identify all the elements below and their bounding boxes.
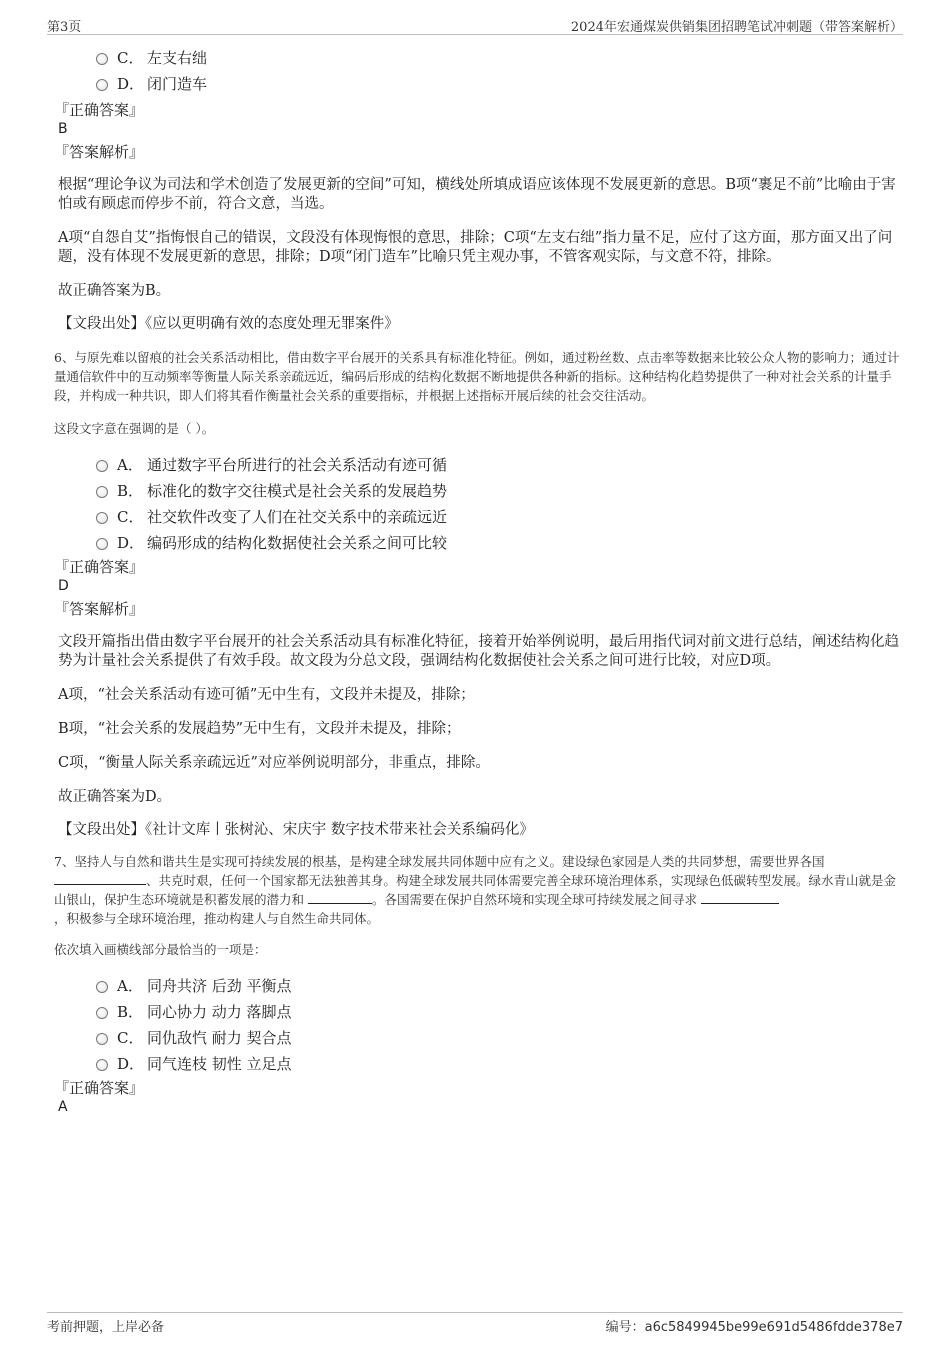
q7-option-d[interactable] bbox=[96, 1050, 904, 1076]
q6-analysis-para-5: 故正确答案为D。 bbox=[58, 789, 172, 805]
q7-question bbox=[54, 852, 904, 928]
q5-analysis-label: 『答案解析』 bbox=[54, 143, 145, 161]
option-letter: C． bbox=[117, 48, 144, 67]
radio-icon[interactable] bbox=[96, 79, 108, 91]
q6-analysis-para-3: B项，“社会关系的发展趋势”无中生有，文段并未提及，排除； bbox=[58, 721, 461, 737]
q6-option-c[interactable] bbox=[96, 503, 904, 529]
q6-source: 【文段出处】《社计文库丨张树沁、宋庆宇 数字技术带来社会关系编码化》 bbox=[58, 822, 534, 838]
q7-text-4: ，积极参与全球环境治理，推动构建人与自然生命共同体。 bbox=[54, 911, 380, 926]
q7-answer: A bbox=[58, 1099, 68, 1115]
q7-option-b[interactable] bbox=[96, 998, 904, 1024]
option-letter: D． bbox=[117, 1054, 145, 1073]
q5-analysis-para-1: 根据“理论争议为司法和学术创造了发展更新的空间”可知，横线处所填成语应该体现不发展更新的意思。B项“裹足不前”比喻由于害怕或有顾虑而停步不前，符合文意，当选。 bbox=[58, 177, 896, 212]
option-text: 标准化的数字交往模式是社会关系的发展趋势 bbox=[147, 481, 448, 500]
option-letter: A． bbox=[117, 976, 143, 995]
q6-option-a[interactable] bbox=[96, 451, 904, 477]
radio-icon[interactable] bbox=[96, 486, 108, 498]
q7-prompt: 依次填入画横线部分最恰当的一项是： bbox=[54, 942, 267, 957]
option-text: 同仇敌忾 耐力 契合点 bbox=[147, 1028, 292, 1047]
footer-code bbox=[606, 1316, 903, 1335]
document-body bbox=[54, 44, 904, 1116]
radio-icon[interactable] bbox=[96, 538, 108, 550]
q7-text-3: 。各国需要在保护自然环境和实现全球可持续发展之间寻求 bbox=[372, 892, 698, 907]
q6-answer: D bbox=[58, 578, 69, 594]
q6-analysis-para-1: 文段开篇指出借由数字平台展开的社会关系活动具有标准化特征，接着开始举例说明，最后用指代词对前文进行总结，阐述结构化趋势为计量社会关系提供了有效手段。故文段为分总文段，强调结构化数据使社会关系之间可进行比较，对应D项。 bbox=[58, 634, 899, 669]
radio-icon[interactable] bbox=[96, 1007, 108, 1019]
option-text: 编码形成的结构化数据使社会关系之间可比较 bbox=[147, 533, 448, 552]
q5-option-d[interactable] bbox=[96, 70, 904, 96]
q7-blank-3[interactable] bbox=[701, 891, 779, 904]
option-text: 闭门造车 bbox=[147, 74, 208, 93]
radio-icon[interactable] bbox=[96, 1059, 108, 1071]
option-text: 通过数字平台所进行的社会关系活动有迹可循 bbox=[147, 455, 448, 474]
option-letter: D． bbox=[117, 74, 145, 93]
q7-answer-label: 『正确答案』 bbox=[54, 1079, 145, 1097]
q6-question: 6、与原先难以留痕的社会关系活动相比，借由数字平台展开的关系具有标准化特征。例如，通过粉丝数、点击率等数据来比较公众人物的影响力；通过计量通信软件中的互动频率等衡量人际关系亲疏远近，编码后形成的结构化数据不断地提供各种新的指标。这种结构化趋势提供了一种对社会关系的计量手段，并构成一种共识，即人们将其看作衡量社会关系的重要指标，并根据上述指标开展后续的社会交往活动。 bbox=[54, 350, 900, 403]
q6-analysis-para-2: A项，“社会关系活动有迹可循”无中生有，文段并未提及，排除； bbox=[58, 687, 475, 703]
option-letter: C． bbox=[117, 1028, 144, 1047]
footer-code-label: 编号： bbox=[605, 1320, 645, 1335]
option-letter: C． bbox=[117, 507, 144, 526]
radio-icon[interactable] bbox=[96, 981, 108, 993]
q6-analysis-label: 『答案解析』 bbox=[54, 600, 145, 618]
q6-option-b[interactable] bbox=[96, 477, 904, 503]
option-text: 社交软件改变了人们在社交关系中的亲疏远近 bbox=[147, 507, 448, 526]
radio-icon[interactable] bbox=[96, 53, 108, 65]
page-header bbox=[47, 14, 903, 35]
page-footer bbox=[47, 1312, 903, 1337]
option-text: 同气连枝 韧性 立足点 bbox=[147, 1054, 292, 1073]
option-letter: B． bbox=[117, 1002, 144, 1021]
q6-option-d[interactable] bbox=[96, 529, 904, 555]
q5-options bbox=[54, 44, 904, 96]
option-text: 同心协力 动力 落脚点 bbox=[147, 1002, 292, 1021]
option-letter: A． bbox=[117, 455, 143, 474]
option-letter: B． bbox=[117, 481, 144, 500]
q7-text-1: 7、坚持人与自然和谐共生是实现可持续发展的根基，是构建全球发展共同体题中应有之义。建设绿色家园是人类的共同梦想，需要世界各国 bbox=[54, 854, 825, 869]
q5-analysis-para-2: A项“自怨自艾”指悔恨自己的错误，文段没有体现悔恨的意思，排除；C项“左支右绌”指力量不足，应付了这方面，那方面又出了问题，没有体现不发展更新的意思，排除；D项“闭门造车”比喻只凭主观办事，不管客观实际，与文意不符，排除。 bbox=[58, 230, 893, 265]
q5-answer: B bbox=[58, 121, 68, 137]
q7-option-c[interactable] bbox=[96, 1024, 904, 1050]
q7-blank-1[interactable] bbox=[54, 872, 146, 885]
q7-text-2: 、共克时艰，任何一个国家都无法独善其身。构建全球发展共同体需要完善全球环境治理体系，实现绿色低碳转型发展。绿水青山就是金山银山，保护生态环境就是积蓄发展的潜力和 bbox=[54, 873, 897, 907]
page-number: 第3页 bbox=[47, 20, 82, 35]
radio-icon[interactable] bbox=[96, 512, 108, 524]
option-text: 同舟共济 后劲 平衡点 bbox=[147, 976, 292, 995]
q5-source: 【文段出处】《应以更明确有效的态度处理无罪案件》 bbox=[58, 316, 399, 332]
q5-option-c[interactable] bbox=[96, 44, 904, 70]
q6-options bbox=[54, 451, 904, 555]
q7-blank-2[interactable] bbox=[308, 891, 372, 904]
footer-code-value: a6c5849945be99e691d5486fdde378e7 bbox=[644, 1320, 903, 1335]
q5-analysis-para-3: 故正确答案为B。 bbox=[58, 283, 171, 299]
q6-answer-label: 『正确答案』 bbox=[54, 558, 145, 576]
q7-option-a[interactable] bbox=[96, 972, 904, 998]
q5-answer-label: 『正确答案』 bbox=[54, 101, 145, 119]
q6-analysis-para-4: C项，“衡量人际关系亲疏远近”对应举例说明部分，非重点，排除。 bbox=[58, 755, 490, 771]
option-letter: D． bbox=[117, 533, 145, 552]
radio-icon[interactable] bbox=[96, 460, 108, 472]
option-text: 左支右绌 bbox=[147, 48, 208, 67]
q7-options bbox=[54, 972, 904, 1076]
radio-icon[interactable] bbox=[96, 1033, 108, 1045]
footer-slogan: 考前押题，上岸必备 bbox=[47, 1320, 165, 1335]
document-title: 2024年宏通煤炭供销集团招聘笔试冲刺题（带答案解析） bbox=[570, 20, 903, 35]
q6-prompt: 这段文字意在强调的是（ ）。 bbox=[54, 421, 215, 436]
